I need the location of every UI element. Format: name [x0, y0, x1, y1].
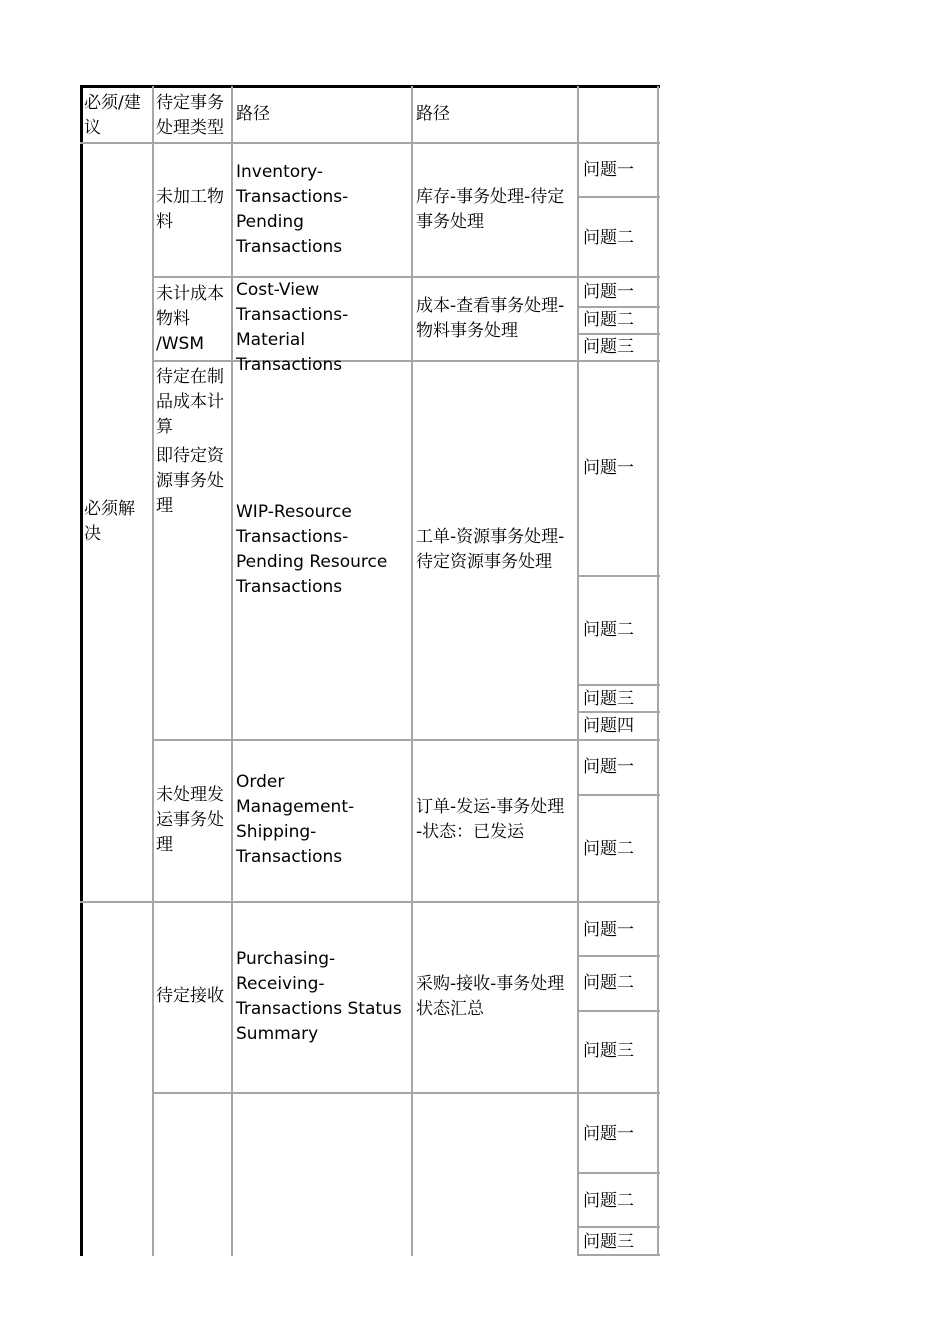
issue-line: [577, 1254, 660, 1256]
row-path-cn: 采购-接收-事务处理 状态汇总: [416, 974, 565, 1019]
row-line-group: [80, 901, 660, 903]
category-must-resolve: 必须解 决: [84, 499, 135, 544]
header-pending-type: 待定事务 处理类型: [156, 93, 224, 138]
issue-line: [577, 575, 660, 577]
issue-label: 问题一: [583, 920, 634, 940]
issue-line: [577, 1010, 660, 1012]
issue-label: 问题三: [583, 337, 634, 357]
row-line-2: [152, 360, 660, 362]
col-divider-3: [411, 86, 413, 1256]
issue-label: 问题三: [583, 1232, 634, 1252]
issue-label: 问题三: [583, 689, 634, 709]
col-divider-4: [577, 86, 579, 1256]
row-path-en: WIP-Resource Transactions- Pending Resource Transactions: [236, 502, 388, 597]
row-line-3: [152, 739, 660, 741]
issue-line: [577, 1172, 660, 1174]
row-type-extra: 即待定资 源事务处 理: [156, 446, 224, 516]
row-line-5: [152, 1092, 660, 1094]
issue-label: 问题一: [583, 458, 634, 478]
row-path-en: Inventory- Transactions- Pending Transactions: [236, 162, 349, 257]
issue-line: [577, 955, 660, 957]
col-divider-2: [231, 86, 233, 1256]
row-line-header: [80, 142, 660, 144]
row-path-cn: 成本-查看事务处理- 物料事务处理: [416, 296, 565, 341]
issue-line: [577, 196, 660, 198]
issue-line: [577, 1226, 660, 1228]
issue-line: [577, 711, 660, 713]
issue-label: 问题二: [583, 310, 634, 330]
issue-label: 问题一: [583, 1124, 634, 1144]
header-must-suggest: 必须/建 议: [84, 93, 141, 138]
header-path-en: 路径: [236, 104, 270, 124]
col-divider-5: [657, 86, 659, 1256]
issue-label: 问题四: [583, 716, 634, 736]
issue-label: 问题二: [583, 973, 634, 993]
issue-line: [577, 794, 660, 796]
header-path-cn: 路径: [416, 104, 450, 124]
row-path-en: Purchasing- Receiving- Transactions Status Summary: [236, 949, 402, 1044]
row-type: 待定在制 品成本计 算: [156, 367, 224, 437]
issue-label: 问题一: [583, 160, 634, 180]
issue-line: [577, 684, 660, 686]
row-path-cn: 订单-发运-事务处理 -状态：已发运: [416, 797, 565, 842]
row-type: 未加工物 料: [156, 187, 224, 232]
col-divider-1: [152, 86, 154, 1256]
issue-label: 问题二: [583, 1191, 634, 1211]
row-type: 未计成本 物料 /WSM: [156, 284, 224, 354]
row-type: 待定接收: [156, 986, 224, 1006]
issue-label: 问题二: [583, 620, 634, 640]
row-path-en: Order Management- Shipping- Transactions: [236, 772, 355, 867]
row-type: 未处理发 运事务处 理: [156, 785, 224, 855]
issue-label: 问题二: [583, 228, 634, 248]
issue-label: 问题一: [583, 282, 634, 302]
row-path-cn: 库存-事务处理-待定 事务处理: [416, 187, 565, 232]
top-border: [80, 85, 660, 88]
left-border: [80, 86, 83, 1256]
issue-label: 问题三: [583, 1041, 634, 1061]
issue-label: 问题一: [583, 757, 634, 777]
row-path-en: Cost-View Transactions- Material Transactions: [236, 280, 349, 375]
issue-label: 问题二: [583, 839, 634, 859]
row-path-cn: 工单-资源事务处理- 待定资源事务处理: [416, 527, 565, 572]
